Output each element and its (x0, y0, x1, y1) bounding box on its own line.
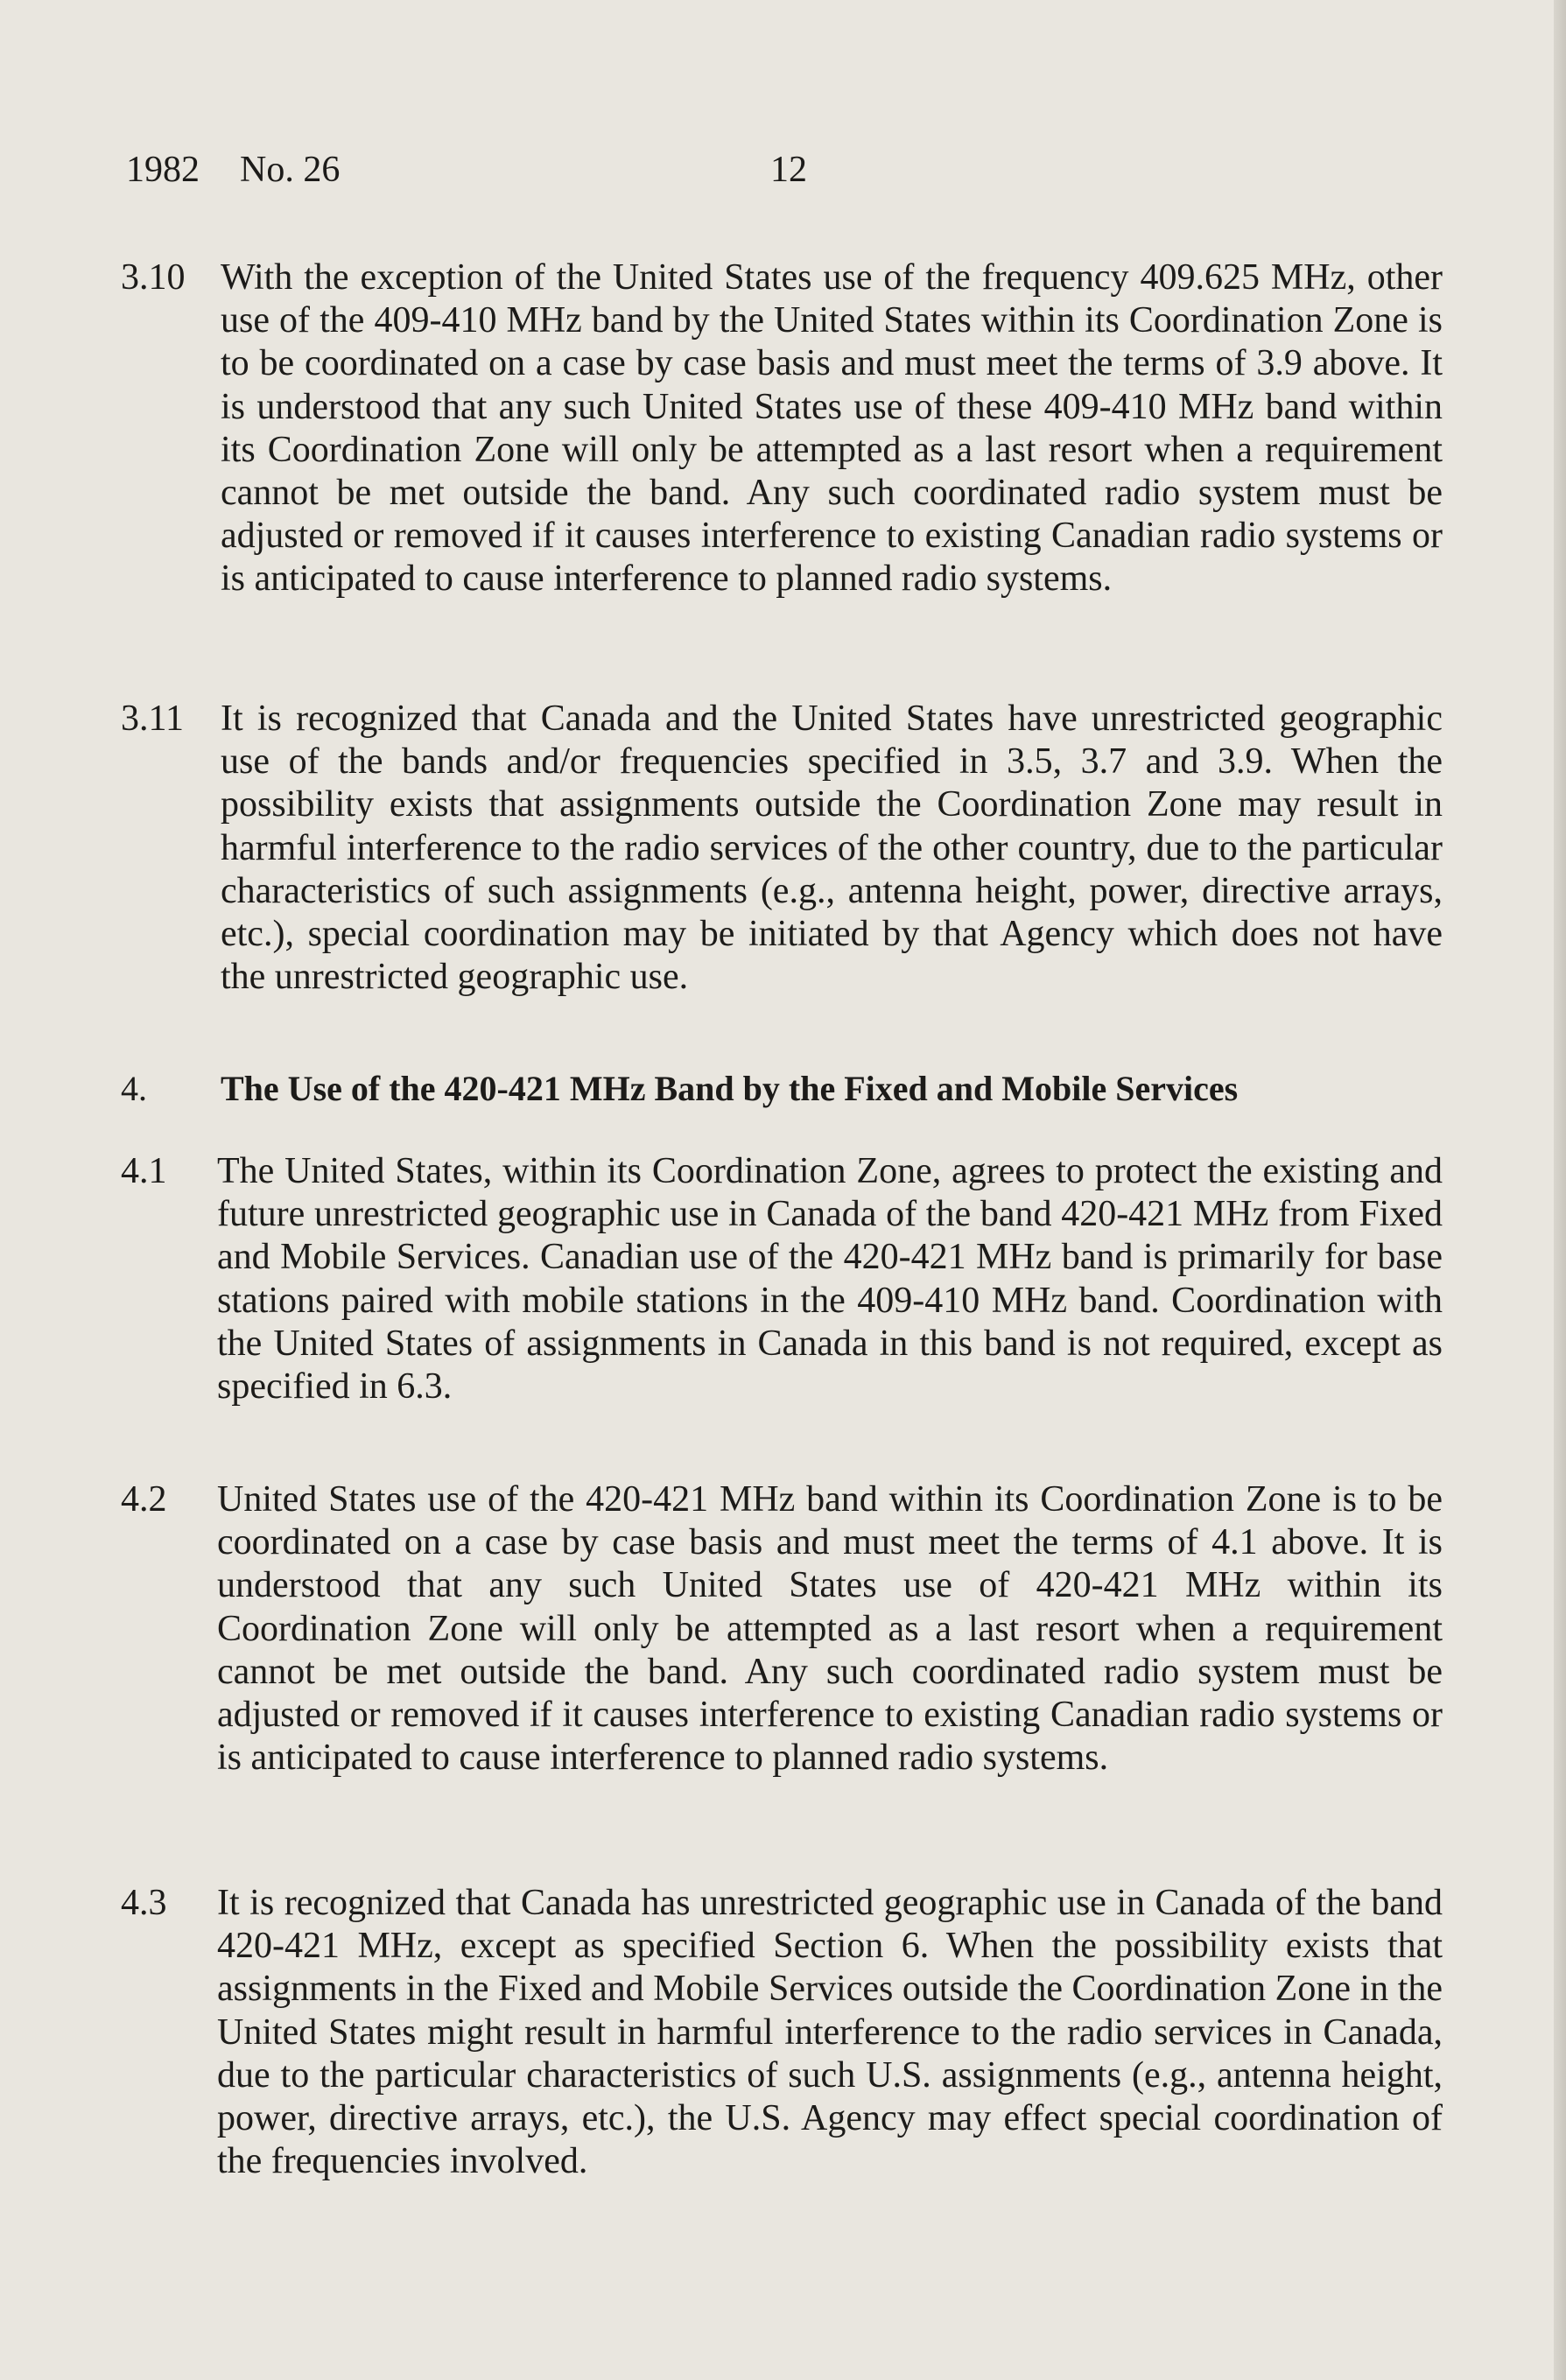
section-3-10 (121, 256, 1443, 601)
section-number: 4. (121, 1069, 147, 1108)
page-edge (1554, 0, 1566, 2380)
section-number: 3.10 (121, 257, 186, 298)
header-year: 1982 (126, 150, 200, 190)
section-number: 4.3 (121, 1883, 167, 1923)
section-4-2 (121, 1478, 1443, 1780)
section-text: United States use of the 420-421 MHz band within its Coordination Zone is to be coordinated on a case by case basis and must meet the terms of 4.1 above. It is understood that any such United States use of 420-421 MHz within its Coordination Zone will only be attempted as a last resort when a requirement cannot be met outside the band. Any such coordinated radio system must be adjusted or removed if it causes interference to existing Canadian radio systems or is anticipated to cause interference to planned radio systems. (217, 1479, 1443, 1779)
header-issue-number: No. 26 (240, 150, 341, 190)
section-text: With the exception of the United States use of the frequency 409.625 MHz, other use of the 409-410 MHz band by the United States within its Coordination Zone is to be coordinated on a case by case basis and must meet the terms of 3.9 above. It is understood that any such United States use of these 409-410 MHz band within its Coordination Zone will only be attempted as a last resort when a requirement cannot be met outside the band. Any such coordinated radio system must be adjusted or removed if it causes interference to existing Canadian radio systems or is anticipated to cause interference to planned radio systems. (221, 257, 1443, 600)
section-4-3 (121, 1882, 1443, 2183)
section-4-1 (121, 1150, 1443, 1408)
section-text: It is recognized that Canada has unrestricted geographic use in Canada of the band 420-421 MHz, except as specified Section 6. When the possibility exists that assignments in the Fixed and Mobile Services outside the Coordination Zone in the United States might result in harmful interference to the radio services in Canada, due to the particular characteristics of such U.S. assignments (e.g., antenna height, power, directive arrays, etc.), the U.S. Agency may effect special coordination of the frequencies involved. (217, 1883, 1443, 2182)
section-4-heading (121, 1066, 1443, 1112)
section-3-11 (121, 698, 1443, 999)
section-number: 4.2 (121, 1479, 167, 1520)
section-number: 3.11 (121, 699, 184, 739)
page-number: 12 (770, 150, 807, 190)
section-text: The United States, within its Coordination Zone, agrees to protect the existing and future unrestricted geographic use in Canada of the band 420-421 MHz from Fixed and Mobile Services. Canadian use of the 420-421 MHz band is primarily for base stations paired with mobile stations in the 409-410 MHz band. Coordination with the United States of assignments in Canada in this band is not required, except as specified in 6.3. (217, 1151, 1443, 1408)
section-number: 4.1 (121, 1151, 167, 1191)
section-heading-text: The Use of the 420-421 MHz Band by the Fixed and Mobile Services (221, 1069, 1239, 1108)
section-text: It is recognized that Canada and the United States have unrestricted geographic use of the bands and/or frequencies specified in 3.5, 3.7 and 3.9. When the possibility exists that assignments outside the Coordination Zone may result in harmful interference to the radio services of the other country, due to the particular characteristics of such assignments (e.g., antenna height, power, directive arrays, etc.), special coordination may be initiated by that Agency which does not have the unrestricted geographic use. (221, 699, 1443, 998)
